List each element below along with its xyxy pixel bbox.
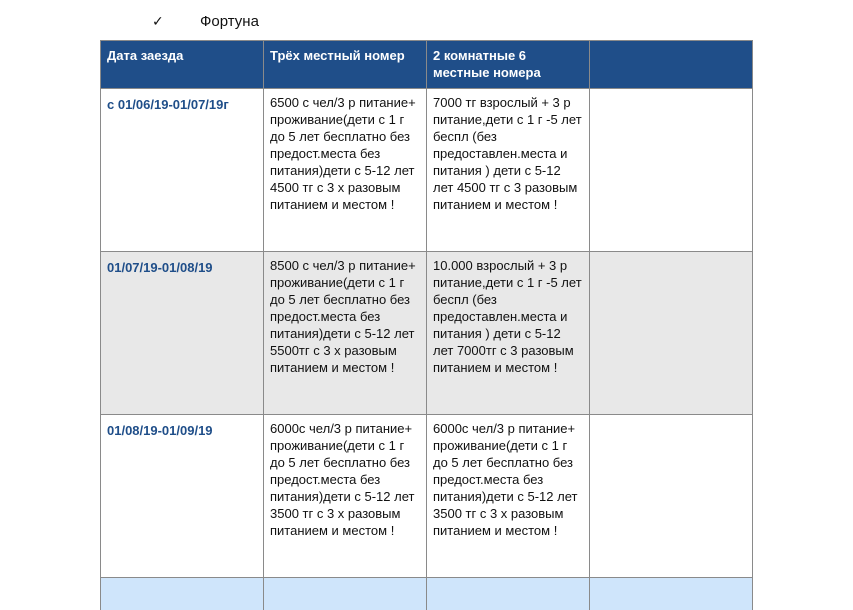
cell-empty <box>590 578 753 610</box>
cell-empty <box>590 415 753 578</box>
cell-two-room-price: 10.000 взрослый + 3 р питание,дети с 1 г -5 лет беспл (без предоставлен.места и питания ) дети с 5-12 лет 7000тг с 3 разовым питанием и местом ! <box>427 252 590 415</box>
header-two-room: 2 комнатные 6 местные номера <box>427 41 590 89</box>
header-date: Дата заезда <box>101 41 264 89</box>
cell-triple-price: 6500 с чел/3 р питание+ проживание(дети с 1 г до 5 лет бесплатно без предост.места без питания)дети с 5-12 лет 4500 тг с 3 х разовым питанием и местом ! <box>264 89 427 252</box>
header-triple-room: Трёх местный номер <box>264 41 427 89</box>
cell-date: 01/08/19-01/09/19 <box>101 415 264 578</box>
cell-empty <box>590 252 753 415</box>
price-table <box>100 40 753 610</box>
header-empty <box>590 41 753 89</box>
table-row-empty <box>101 578 753 610</box>
cell-two-room-price: 7000 тг взрослый + 3 р питание,дети с 1 г -5 лет беспл (без предоставлен.места и питания ) дети с 5-12 лет 4500 тг с 3 разовым питанием и местом ! <box>427 89 590 252</box>
table-header-row <box>101 41 753 89</box>
cell-two-room-price: 6000с чел/3 р питание+ проживание(дети с 1 г до 5 лет бесплатно без предост.места без питания)дети с 5-12 лет 3500 тг с 3 х разовым питанием и местом ! <box>427 415 590 578</box>
table-row <box>101 252 753 415</box>
cell-empty <box>590 89 753 252</box>
table-row <box>101 89 753 252</box>
cell-empty <box>264 578 427 610</box>
cell-empty <box>427 578 590 610</box>
section-heading <box>152 12 259 32</box>
cell-triple-price: 8500 с чел/3 р питание+ проживание(дети с 1 г до 5 лет бесплатно без предост.места без питания)дети с 5-12 лет 5500тг с 3 х разовым питанием и местом ! <box>264 252 427 415</box>
cell-date: 01/07/19-01/08/19 <box>101 252 264 415</box>
checkmark-icon: ✓ <box>152 12 200 32</box>
table-row <box>101 415 753 578</box>
cell-empty <box>101 578 264 610</box>
heading-title: Фортуна <box>200 12 259 32</box>
cell-triple-price: 6000с чел/3 р питание+ проживание(дети с 1 г до 5 лет бесплатно без предост.места без питания)дети с 5-12 лет 3500 тг с 3 х разовым питанием и местом ! <box>264 415 427 578</box>
cell-date: с 01/06/19-01/07/19г <box>101 89 264 252</box>
